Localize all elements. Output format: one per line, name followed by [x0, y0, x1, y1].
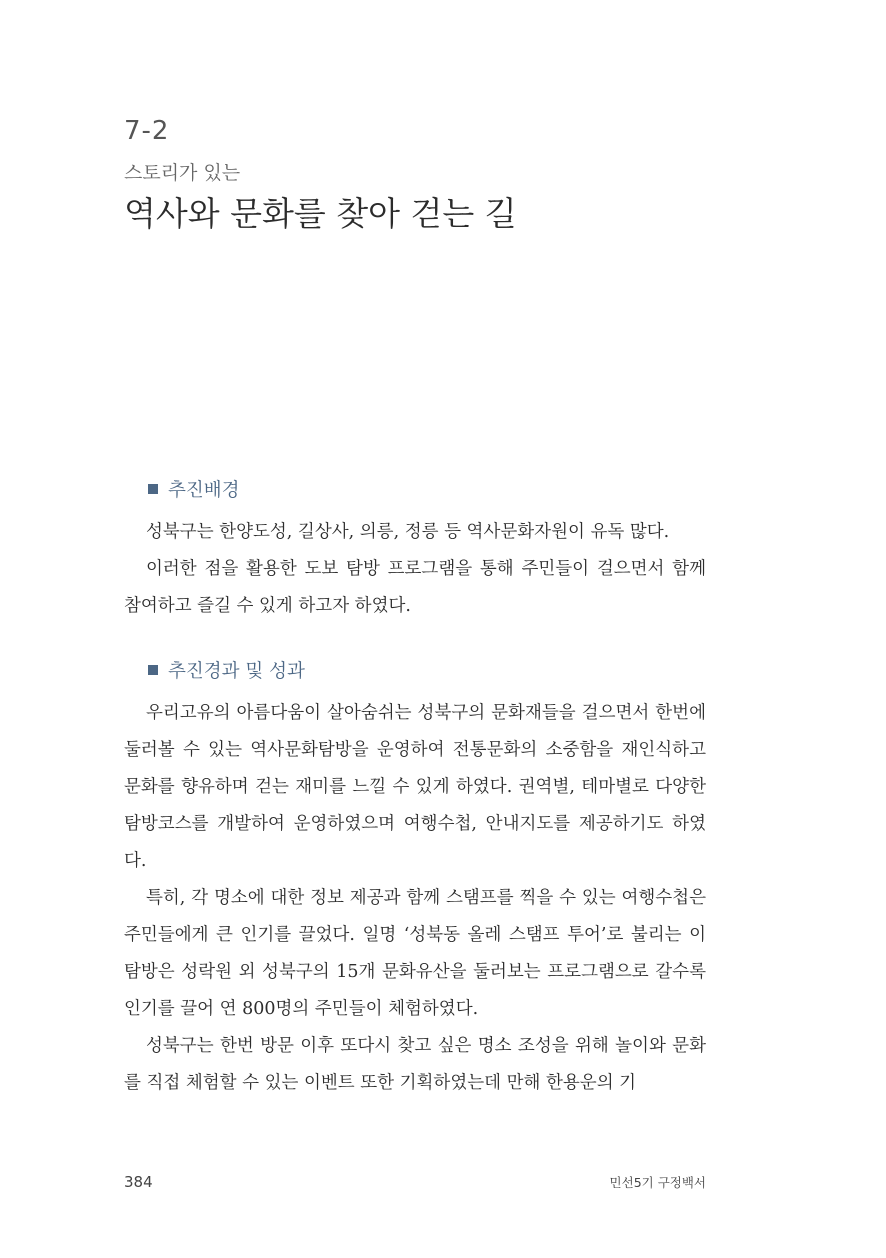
paragraph: 성북구는 한번 방문 이후 또다시 찾고 싶은 명소 조성을 위해 놀이와 문화를 직접 체험할 수 있는 이벤트 또한 기획하였는데 만해 한용운의 기 [124, 1036, 706, 1093]
section-heading-label: 추진경과 및 성과 [168, 661, 305, 682]
section-title: 역사와 문화를 찾아 걷는 길 [124, 193, 517, 233]
section-background [124, 474, 706, 625]
section-heading-label: 추진배경 [168, 480, 240, 501]
section-heading [124, 655, 706, 685]
page-footer [124, 1173, 706, 1191]
paragraph: 이러한 점을 활용한 도보 탐방 프로그램을 통해 주민들이 걸으면서 함께 참여하고 즐길 수 있게 하고자 하였다. [124, 559, 706, 616]
square-bullet-icon [148, 484, 158, 494]
paragraph: 성북구는 한양도성, 길상사, 의릉, 정릉 등 역사문화자원이 유독 많다. [146, 522, 670, 542]
paragraph: 우리고유의 아름다움이 살아숨쉬는 성북구의 문화재들을 걸으면서 한번에 둘러볼 수 있는 역사문화탐방을 운영하여 전통문화의 소중함을 재인식하고 문화를 향유하며 걷는 재미를 느낄 수 있게 하였다. 권역별, 테마별로 다양한 탐방코스를 개발하여 운영하였으며 여행수첩, 안내지도를 제공하기도 하였다. [124, 703, 706, 871]
chapter-header [124, 118, 517, 233]
section-subtitle: 스토리가 있는 [124, 162, 241, 184]
page-number: 384 [124, 1173, 153, 1191]
square-bullet-icon [148, 665, 158, 675]
section-progress-results [124, 655, 706, 1102]
book-title: 민선5기 구정백서 [609, 1175, 706, 1190]
body-text [124, 474, 706, 1102]
section-number: 7-2 [124, 116, 170, 146]
section-heading [124, 474, 706, 504]
paragraph: 특히, 각 명소에 대한 정보 제공과 함께 스탬프를 찍을 수 있는 여행수첩은 주민들에게 큰 인기를 끌었다. 일명 ‘성북동 올레 스탬프 투어’로 불리는 이 탐방은 성락원 외 성북구의 15개 문화유산을 둘러보는 프로그램으로 갈수록 인기를 끌어 연 800명의 주민들이 체험하였다. [124, 888, 706, 1019]
